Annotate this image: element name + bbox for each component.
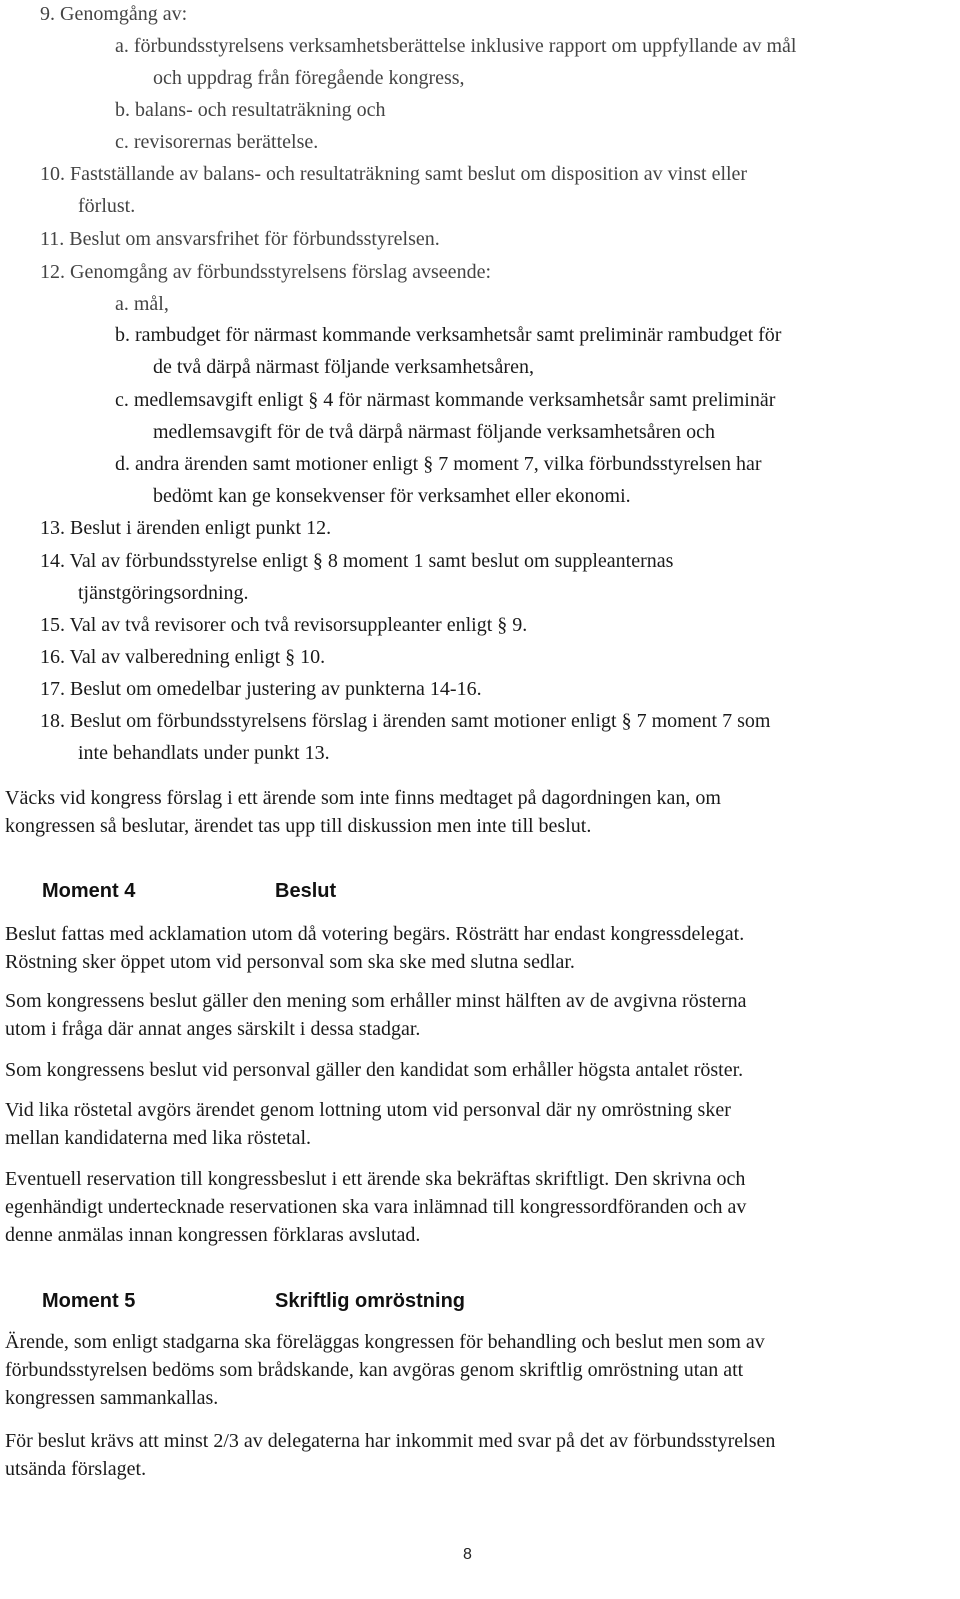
after-agenda-line1: Väcks vid kongress förslag i ett ärende som inte finns medtaget på dagordningen kan, om — [5, 787, 721, 809]
agenda-item-18-line1: 18. Beslut om förbundsstyrelsens förslag i ärenden samt motioner enligt § 7 moment 7 som — [40, 710, 771, 732]
agenda-item-12b-line1: b. rambudget för närmast kommande verksamhetsår samt preliminär rambudget för — [115, 324, 782, 346]
agenda-item-9a-line2: och uppdrag från föregående kongress, — [153, 67, 465, 89]
moment4-p5-line1: Eventuell reservation till kongressbeslut i ett ärende ska bekräftas skriftligt. Den skrivna och — [5, 1168, 746, 1190]
agenda-item-14-line1: 14. Val av förbundsstyrelse enligt § 8 moment 1 samt beslut om suppleanternas — [40, 550, 674, 572]
agenda-item-9b: b. balans- och resultaträkning och — [115, 99, 386, 121]
agenda-item-12b-line2: de två därpå närmast följande verksamhetsåren, — [153, 356, 534, 378]
agenda-item-9c: c. revisorernas berättelse. — [115, 131, 319, 153]
agenda-item-15: 15. Val av två revisorer och två revisorsuppleanter enligt § 9. — [40, 614, 528, 636]
page-number: 8 — [463, 1546, 472, 1563]
moment4-p5-line3: denne anmälas innan kongressen förklaras avslutad. — [5, 1224, 421, 1246]
agenda-item-12d-line2: bedömt kan ge konsekvenser för verksamhet eller ekonomi. — [153, 485, 631, 507]
moment4-p2-line1: Som kongressens beslut gäller den mening som erhåller minst hälften av de avgivna rösterna — [5, 990, 747, 1012]
agenda-item-9a-line1: a. förbundsstyrelsens verksamhetsberättelse inklusive rapport om uppfyllande av mål — [115, 35, 797, 57]
moment4-p3-line1: Som kongressens beslut vid personval gäller den kandidat som erhåller högsta antalet röster. — [5, 1059, 744, 1081]
moment5-label: Moment 5 — [42, 1290, 136, 1312]
moment4-p2-line2: utom i fråga där annat anges särskilt i dessa stadgar. — [5, 1018, 421, 1040]
agenda-item-12a: a. mål, — [115, 293, 169, 315]
agenda-item-18-line2: inte behandlats under punkt 13. — [78, 742, 330, 764]
moment5-p2-line2: utsända förslaget. — [5, 1458, 147, 1480]
after-agenda-line2: kongressen så beslutar, ärendet tas upp till diskussion men inte till beslut. — [5, 815, 592, 837]
moment4-p4-line2: mellan kandidaterna med lika röstetal. — [5, 1127, 311, 1149]
moment5-p1-line2: förbundsstyrelsen bedöms som brådskande, kan avgöras genom skriftlig omröstning utan att — [5, 1359, 744, 1381]
moment5-title: Skriftlig omröstning — [275, 1290, 465, 1312]
agenda-item-12c-line1: c. medlemsavgift enligt § 4 för närmast kommande verksamhetsår samt preliminär — [115, 389, 776, 411]
moment4-title: Beslut — [275, 880, 337, 902]
agenda-item-12: 12. Genomgång av förbundsstyrelsens förslag avseende: — [40, 261, 491, 283]
agenda-item-14-line2: tjänstgöringsordning. — [78, 582, 249, 604]
moment4-p4-line1: Vid lika röstetal avgörs ärendet genom lottning utom vid personval där ny omröstning sker — [5, 1099, 731, 1121]
moment4-p1-line2: Röstning sker öppet utom vid personval som ska ske med slutna sedlar. — [5, 951, 575, 973]
moment4-p5-line2: egenhändigt undertecknade reservationen ska vara inlämnad till kongressordföranden och av — [5, 1196, 747, 1218]
moment5-p1-line1: Ärende, som enligt stadgarna ska föreläggas kongressen för behandling och beslut men som av — [5, 1331, 765, 1353]
agenda-item-10-line2: förlust. — [78, 195, 136, 217]
agenda-item-17: 17. Beslut om omedelbar justering av punkterna 14-16. — [40, 678, 482, 700]
moment4-p1-line1: Beslut fattas med acklamation utom då votering begärs. Rösträtt har endast kongressdelegat. — [5, 923, 745, 945]
agenda-item-10-line1: 10. Fastställande av balans- och resultaträkning samt beslut om disposition av vinst eller — [40, 163, 748, 185]
agenda-item-12c-line2: medlemsavgift för de två därpå närmast följande verksamhetsåren och — [153, 421, 716, 443]
agenda-item-11: 11. Beslut om ansvarsfrihet för förbundsstyrelsen. — [40, 228, 440, 250]
agenda-item-12d-line1: d. andra ärenden samt motioner enligt § 7 moment 7, vilka förbundsstyrelsen har — [115, 453, 762, 475]
agenda-item-16: 16. Val av valberedning enligt § 10. — [40, 646, 326, 668]
moment4-label: Moment 4 — [42, 880, 136, 902]
agenda-item-13: 13. Beslut i ärenden enligt punkt 12. — [40, 517, 332, 539]
moment5-p1-line3: kongressen sammankallas. — [5, 1387, 219, 1409]
agenda-item-9: 9. Genomgång av: — [40, 3, 188, 25]
moment5-p2-line1: För beslut krävs att minst 2/3 av delegaterna har inkommit med svar på det av förbundsstyrelsen — [5, 1430, 776, 1452]
